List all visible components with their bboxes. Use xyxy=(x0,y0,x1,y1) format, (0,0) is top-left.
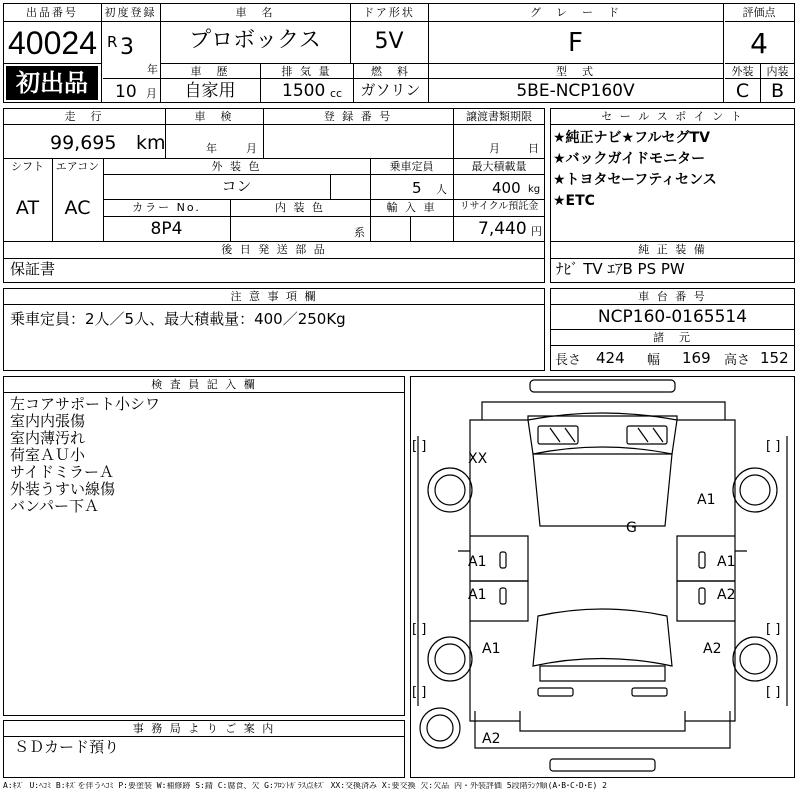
inspector-notes xyxy=(10,396,160,515)
inspector-note: サイドミラーＡ xyxy=(10,463,114,481)
damage-mark: A1 xyxy=(468,587,487,603)
diagram-bracket: [ ] xyxy=(412,685,427,700)
score-label: 評価点 xyxy=(742,6,776,19)
grade-label: グ レ ー ド xyxy=(530,6,621,19)
mileage-unit: km xyxy=(136,132,166,154)
air-conditioner: AC xyxy=(64,197,91,219)
interior-color-label: 内 装 色 xyxy=(275,201,325,214)
sales-point-item: ★バックガイドモニター xyxy=(553,151,706,167)
lot-number-label: 出品番号 xyxy=(26,6,78,19)
transfer-deadline-label: 譲渡書類期限 xyxy=(466,110,532,123)
score: 4 xyxy=(750,27,768,60)
max-load-unit: kg xyxy=(528,184,541,195)
registration-number-label: 登 録 番 号 xyxy=(323,110,393,123)
damage-mark: A1 xyxy=(717,554,736,570)
year-unit: 年 xyxy=(147,63,158,76)
inspector-note: 左コアサポート小シワ xyxy=(10,395,161,413)
transfer-day-unit: 日 xyxy=(528,142,539,155)
inspector-note: 室内薄汚れ xyxy=(10,429,86,447)
caution-label: 注 意 事 項 欄 xyxy=(230,290,318,303)
chassis-number-label: 車 台 番 号 xyxy=(638,290,707,303)
interior-grade: B xyxy=(770,80,785,102)
sales-points-label: セ ー ル ス ポ イ ン ト xyxy=(601,110,744,123)
era: R xyxy=(107,33,118,51)
diagram-bracket: [ ] xyxy=(766,685,781,700)
shift: AT xyxy=(15,197,40,219)
shift-label: シフト xyxy=(11,160,44,173)
exterior-label: 外装 xyxy=(731,65,754,78)
inspector-note: 外装うすい線傷 xyxy=(10,480,116,498)
car-diagram xyxy=(410,376,795,778)
sales-point-item: ★トヨタセーフティセンス xyxy=(553,172,717,188)
diagram-bracket: [ ] xyxy=(766,622,781,637)
chassis-number: NCP160-0165514 xyxy=(597,307,748,327)
interior-label: 内装 xyxy=(766,65,789,78)
caution-text: 乗車定員：2人／5人、最大積載量：400／250Kg xyxy=(10,310,346,328)
height-label: 高さ xyxy=(724,353,751,368)
specs-label: 諸 元 xyxy=(653,331,692,344)
inspector-note: 荷室ＡＵ小 xyxy=(10,446,86,464)
equipment: ﾅﾋﾞ TV ｴｱB PS PW xyxy=(556,260,685,278)
damage-mark: A2 xyxy=(717,587,736,603)
height: 152 xyxy=(760,349,789,367)
import-label: 輸 入 車 xyxy=(386,201,437,214)
lot-number: 40024 xyxy=(8,25,97,61)
damage-mark: A1 xyxy=(482,641,501,657)
max-load-label: 最大積載量 xyxy=(471,160,527,173)
car-name: プロボックス xyxy=(189,28,321,53)
first-listing-badge: 初出品 xyxy=(6,66,98,100)
exterior-color-label: 外 装 色 xyxy=(211,160,262,173)
inspector-notes-label: 検 査 員 記 入 欄 xyxy=(151,378,257,391)
office-notice-label: 事 務 局 よ り ご 案 内 xyxy=(132,722,276,735)
mileage-label: 走 行 xyxy=(64,110,104,123)
registration-month: 10 xyxy=(115,82,137,102)
capacity-label: 乗車定員 xyxy=(389,160,434,173)
exterior-grade: C xyxy=(735,80,750,102)
office-notice: ＳＤカード預り xyxy=(14,738,120,756)
door-type: 5V xyxy=(374,29,404,54)
fuel: ガソリン xyxy=(360,81,421,99)
damage-mark: G xyxy=(626,520,637,536)
damage-mark: XX xyxy=(468,451,488,467)
sales-point-item: ★ETC xyxy=(553,193,595,209)
mileage: 99,695 xyxy=(50,132,117,154)
diagram-bracket: [ ] xyxy=(766,439,781,454)
sales-points-list xyxy=(553,128,717,212)
inspector-note: 室内内張傷 xyxy=(10,412,86,430)
inspection-label: 車 検 xyxy=(194,110,234,123)
damage-mark: A1 xyxy=(697,492,716,508)
displacement: 1500 xyxy=(282,81,326,101)
width-label: 幅 xyxy=(647,353,661,368)
width: 169 xyxy=(682,349,711,367)
recycle-fee-unit: 円 xyxy=(531,225,542,238)
color-number-label: カラー No. xyxy=(132,201,201,214)
diagram-bracket: [ ] xyxy=(412,622,427,637)
first-registration-label: 初度登録 xyxy=(104,6,157,19)
car-name-label: 車 名 xyxy=(235,6,275,19)
fuel-label: 燃 料 xyxy=(371,65,410,78)
later-parts-label: 後 日 発 送 部 品 xyxy=(221,243,327,256)
model-label: 型 式 xyxy=(556,65,595,78)
history: 自家用 xyxy=(184,81,236,101)
capacity-unit: 人 xyxy=(436,183,447,196)
sales-point-item: ★純正ナビ★フルセグTV xyxy=(553,130,710,146)
damage-mark: A1 xyxy=(468,554,487,570)
grade: F xyxy=(568,28,583,58)
transfer-month-unit: 月 xyxy=(489,142,500,155)
door-type-label: ドア形状 xyxy=(363,6,415,19)
displacement-unit: cc xyxy=(330,87,343,100)
length-label: 長さ xyxy=(555,353,582,368)
registration-year: 3 xyxy=(120,35,134,60)
exterior-color: コン xyxy=(221,177,252,195)
inspector-note: バンパー下Ａ xyxy=(10,497,99,515)
damage-mark: A2 xyxy=(703,641,722,657)
recycle-fee-label: リサイクル預託金 xyxy=(459,201,539,212)
interior-color-unit: 系 xyxy=(354,226,365,239)
month-unit: 月 xyxy=(146,87,157,100)
inspection-month-unit: 月 xyxy=(246,142,257,155)
capacity: 5 xyxy=(412,179,422,197)
later-parts: 保証書 xyxy=(10,260,56,278)
length: 424 xyxy=(596,349,625,367)
inspection-year-unit: 年 xyxy=(206,142,217,155)
displacement-label: 排 気 量 xyxy=(281,65,332,78)
diagram-bracket: [ ] xyxy=(412,439,427,454)
equipment-label: 純 正 装 備 xyxy=(638,243,707,256)
history-label: 車 歴 xyxy=(190,65,230,78)
damage-mark: A2 xyxy=(482,731,501,747)
max-load: 400 xyxy=(492,179,521,197)
model-code: 5BE-NCP160V xyxy=(516,81,635,101)
recycle-fee: 7,440 xyxy=(478,219,527,239)
ac-label: エアコン xyxy=(55,160,100,173)
legend: A:ｷｽﾞ U:ﾍｺﾐ B:ｷｽﾞを伴うﾍｺﾐ P:要塗装 W:補修跡 S:錆 C:腐食、欠 G:ﾌﾛﾝﾄｶﾞﾗｽ点ｷｽﾞ XX:交換済み X:要交換 欠:欠品 内・外装評価 5段階ﾗﾝｸ順(A･B･C･D･E) 2 xyxy=(3,782,607,790)
color-number: 8P4 xyxy=(150,219,183,239)
